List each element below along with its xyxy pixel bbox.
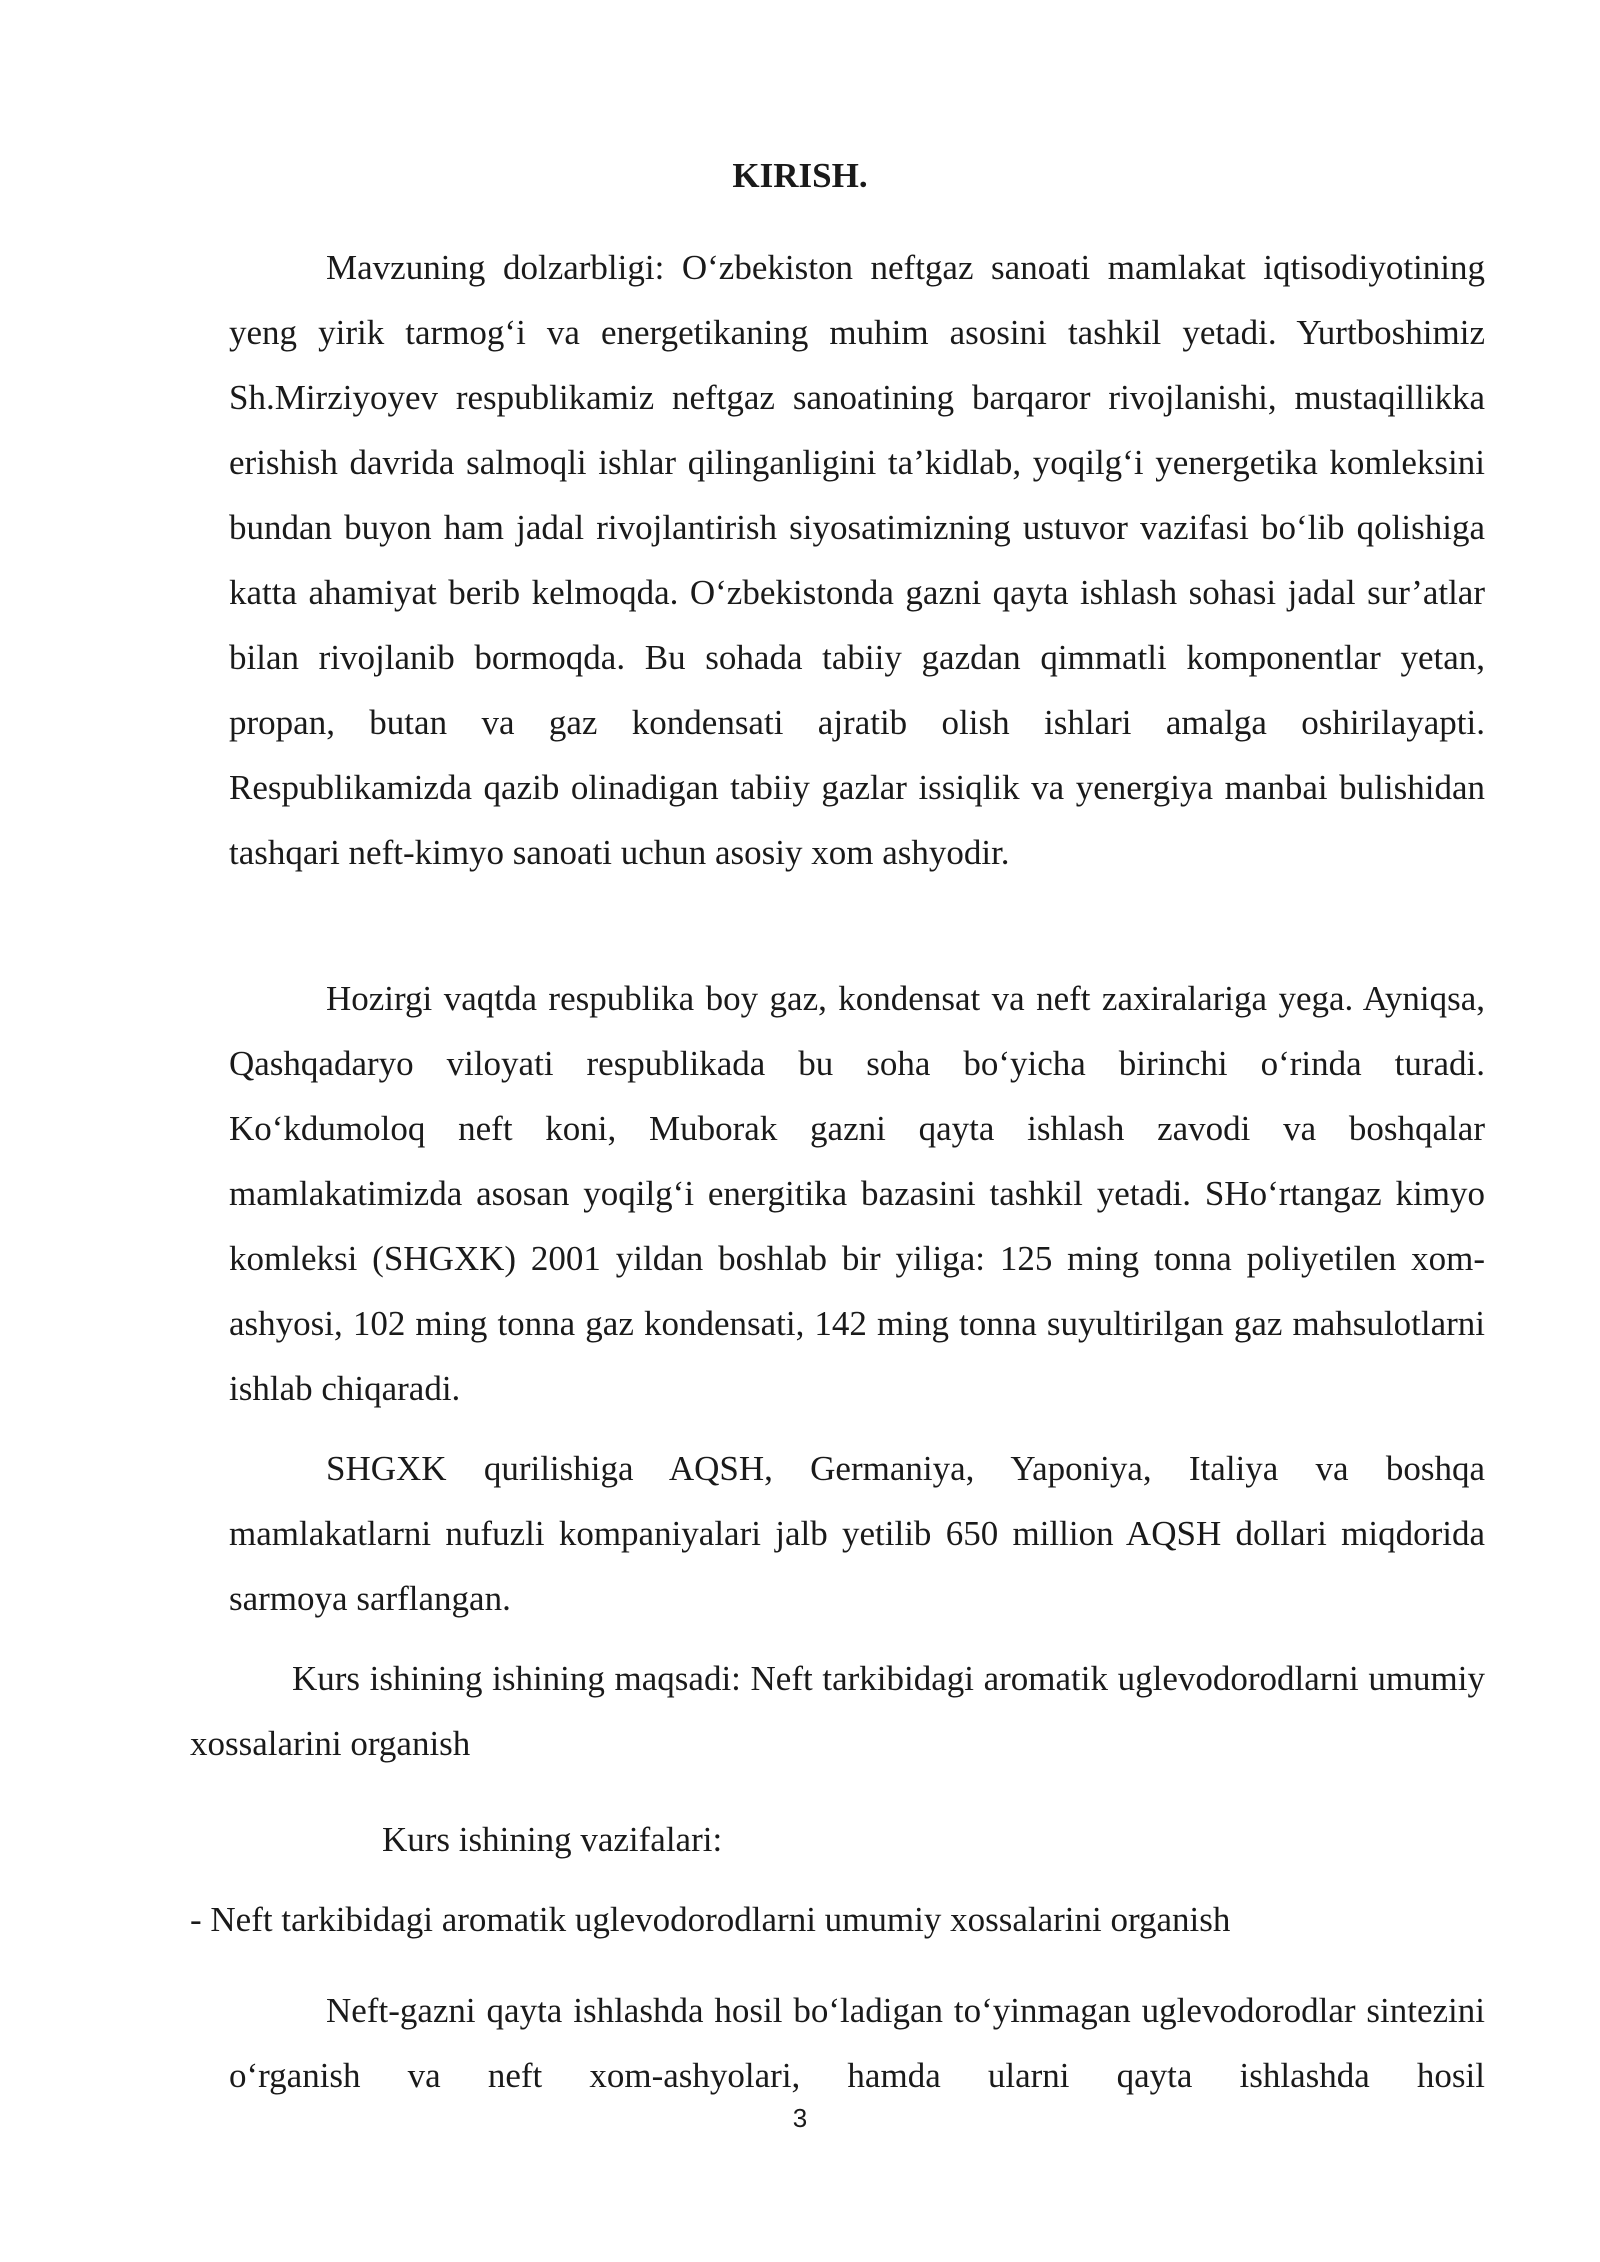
list-item-task: - Neft tarkibidagi aromatik uglevodorodlarni umumiy xossalarini organish [190, 1900, 1231, 1939]
paragraph-synthesis: Neft-gazni qayta ishlashda hosil bo‘ladigan to‘yinmagan uglevodorodlar sintezini o‘rganish va neft xom-ashyolari, hamda ularni qayta ishlashda hosil [229, 1991, 1485, 2095]
paragraph-relevance: Mavzuning dolzarbligi: O‘zbekiston neftgaz sanoati mamlakat iqtisodiyotining yeng yirik tarmog‘i va energetikaning muhim asosini tashkil yetadi. Yurtboshimiz Sh.Mirziyoyev respublikamiz neftgaz sanoatining barqaror rivojlanishi, mustaqillikka erishish davrida salmoqli ishlar qilinganligini ta’kidlab, yoqilg‘i yenergetika komleksini bundan buyon ham jadal rivojlantirish siyosatimizning ustuvor vazifasi bo‘lib qolishiga katta ahamiyat berib kelmoqda. O‘zbekistonda gazni qayta ishlash sohasi jadal sur’atlar bilan rivojlanib bormoqda. Bu sohada tabiiy gazdan qimmatli komponentlar yetan, propan, butan va gaz kondensati ajratib olish ishlari amalga oshirilayapti. Respublikamizda qazib olinadigan tabiiy gazlar issiqlik va yenergiya manbai bulishidan tashqari neft-kimyo sanoati uchun asosiy xom ashyodir. [229, 248, 1485, 872]
paragraph-tasks-heading: Kurs ishining vazifalari: [382, 1820, 723, 1859]
page-number: 3 [792, 2103, 808, 2133]
paragraph-course-goal: Kurs ishining ishining maqsadi: Neft tarkibidagi aromatik uglevodorodlarni umumiy xossalarini organish [190, 1659, 1485, 1763]
paragraph-investment: SHGXK qurilishiga AQSH, Germaniya, Yaponiya, Italiya va boshqa mamlakatlarni nufuzli kompaniyalari jalb yetilib 650 million AQSH dollari miqdorida sarmoya sarflangan. [229, 1449, 1485, 1618]
paragraph-current-state: Hozirgi vaqtda respublika boy gaz, kondensat va neft zaxiralariga yega. Ayniqsa, Qashqadaryo viloyati respublikada bu soha bo‘yicha birinchi o‘rinda turadi. Ko‘kdumoloq neft koni, Muborak gazni qayta ishlash zavodi va boshqalar mamlakatimizda asosan yoqilg‘i energitika bazasini tashkil yetadi. SHo‘rtangaz kimyo komleksi (SHGXK) 2001 yildan boshlab bir yiliga: 125 ming tonna poliyetilen xom-ashyosi, 102 ming tonna gaz kondensati, 142 ming tonna suyultirilgan gaz mahsulotlarni ishlab chiqaradi. [229, 979, 1485, 1408]
page-title: KIRISH. [732, 156, 868, 195]
